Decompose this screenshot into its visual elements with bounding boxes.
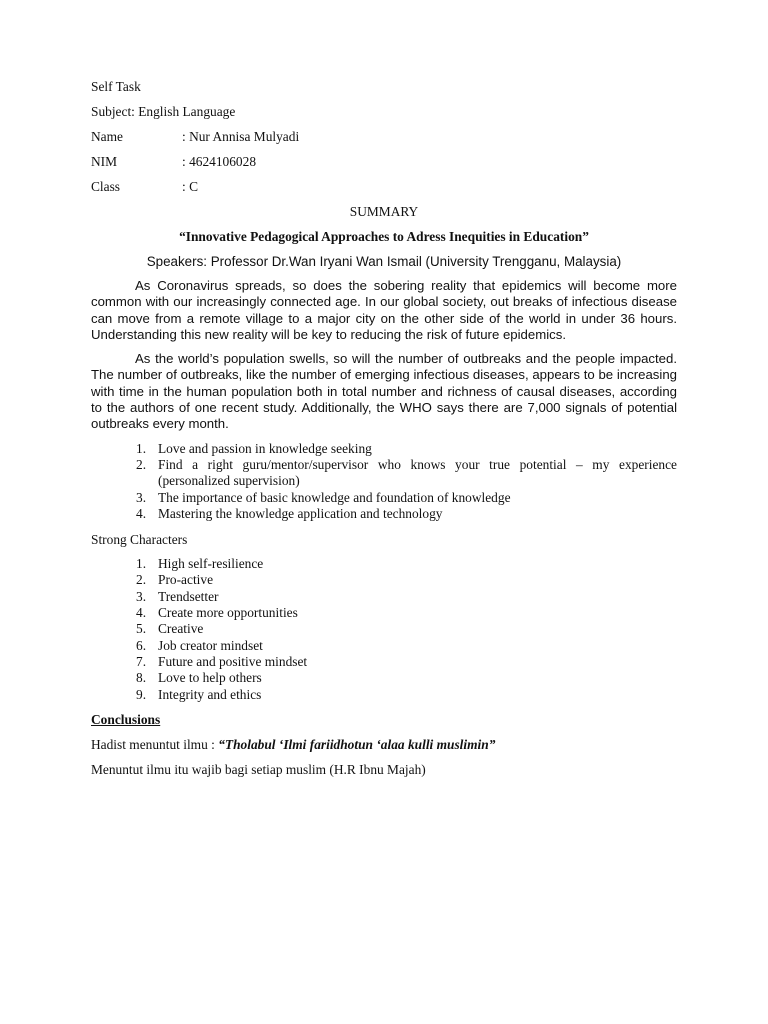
class-value: : C: [182, 179, 198, 194]
list-item-text: Trendsetter: [158, 588, 219, 604]
summary-heading: SUMMARY: [349, 204, 419, 219]
name-row: [91, 128, 677, 145]
list-item: [91, 457, 677, 490]
list-item-text: The importance of basic knowledge and foundation of knowledge: [158, 489, 511, 505]
conclusions-heading: Conclusions: [91, 711, 161, 727]
list-item-number: 7.: [136, 653, 147, 669]
list-item-number: 2.: [136, 572, 147, 588]
paragraph-population: As the world’s population swells, so will the number of outbreaks and the people impacted. The number of outbreaks, like the number of emerging infectious diseases, appears to be increasing with time in the human population both in total number and richness of causal diseases, according to the authors of one recent study. Additionally, the WHO says there are 7,000 signals of potential outbreaks every month.: [91, 351, 677, 432]
list-item-text: Integrity and ethics: [158, 686, 262, 702]
nim-label: NIM: [91, 154, 118, 169]
list-item: [91, 654, 677, 670]
strong-characters-heading: Strong Characters: [91, 532, 188, 548]
document-content: [91, 78, 677, 786]
list-item-text: Create more opportunities: [158, 605, 298, 621]
hadist-quote: “Tholabul ‘Ilmi fariidhotun ‘alaa kulli muslimin”: [218, 736, 496, 752]
paragraph-coronavirus: As Coronavirus spreads, so does the sobering reality that epidemics will become more common with our increasingly connected age. In our global society, out breaks of infectious disease can move from a remote village to a major city on the other side of the world in under 36 hours. Understanding this new reality will be key to reducing the risk of future epidemics.: [91, 278, 677, 342]
list-item-text: Find a right guru/mentor/supervisor who knows your true potential – my experience (personalized supervision): [158, 456, 677, 489]
list-item-number: 6.: [136, 637, 147, 653]
name-value: : Nur Annisa Mulyadi: [182, 129, 300, 144]
list-item: [91, 506, 677, 522]
list-item-number: 1.: [136, 556, 147, 572]
name-label: Name: [91, 129, 123, 144]
list-item-number: 3.: [136, 489, 147, 505]
nim-row: [91, 153, 677, 170]
list-item-number: 4.: [136, 605, 147, 621]
list-item: [91, 687, 677, 703]
list-item-number: 4.: [136, 505, 147, 521]
subject-line: Subject: English Language: [91, 104, 236, 119]
list-item-text: Job creator mindset: [158, 637, 263, 653]
list-item-text: Love and passion in knowledge seeking: [158, 440, 372, 456]
speakers-line: Speakers: Professor Dr.Wan Iryani Wan Ismail (University Trengganu, Malaysia): [146, 254, 622, 269]
nim-value: : 4624106028: [182, 154, 257, 169]
class-row: [91, 178, 677, 195]
hadist-translation: Menuntut ilmu itu wajib bagi setiap muslim (H.R Ibnu Majah): [91, 761, 426, 777]
hadist-line: [91, 736, 677, 753]
key-points-list: [91, 441, 677, 522]
list-item-number: 1.: [136, 440, 147, 456]
list-item: [91, 572, 677, 588]
list-item: [91, 441, 677, 457]
strong-characters-list: [91, 556, 677, 703]
list-item-text: High self-resilience: [158, 556, 264, 572]
self-task-label: Self Task: [91, 79, 141, 94]
list-item: [91, 589, 677, 605]
list-item: [91, 490, 677, 506]
list-item-text: Future and positive mindset: [158, 653, 308, 669]
list-item-text: Pro-active: [158, 572, 214, 588]
hadist-prefix: Hadist menuntut ilmu :: [91, 736, 219, 752]
list-item-number: 3.: [136, 588, 147, 604]
list-item: [91, 638, 677, 654]
list-item-text: Mastering the knowledge application and technology: [158, 505, 443, 521]
list-item: [91, 670, 677, 686]
class-label: Class: [91, 179, 121, 194]
list-item-text: Creative: [158, 621, 204, 637]
list-item-number: 8.: [136, 670, 147, 686]
list-item-number: 2.: [136, 456, 147, 472]
list-item-number: 5.: [136, 621, 147, 637]
list-item: [91, 556, 677, 572]
list-item-text: Love to help others: [158, 670, 262, 686]
list-item-number: 9.: [136, 686, 147, 702]
document-title: “Innovative Pedagogical Approaches to Adress Inequities in Education”: [179, 229, 589, 244]
list-item: [91, 605, 677, 621]
list-item: [91, 621, 677, 637]
